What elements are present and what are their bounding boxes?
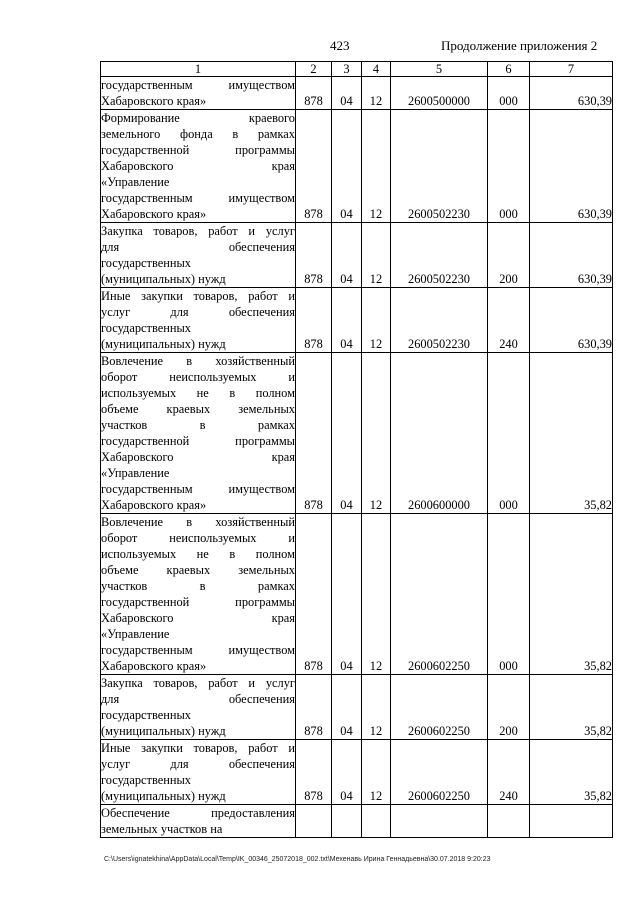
row-name-line: государственной программы xyxy=(101,434,295,448)
column-header-7: 7 xyxy=(530,62,613,77)
row-name-line: услуг для обеспечения xyxy=(101,757,295,771)
cell-admin-code: 878 xyxy=(296,675,332,740)
row-name-line: (муниципальных) нужд xyxy=(101,789,226,803)
cell-target-article: 2600502230 xyxy=(391,110,488,223)
row-name-line: Иные закупки товаров, работ и xyxy=(101,289,295,303)
cell-section: 04 xyxy=(332,514,362,675)
cell-amount: 35,82 xyxy=(530,675,613,740)
cell-target-article: 2600602250 xyxy=(391,740,488,805)
column-header-2: 2 xyxy=(296,62,332,77)
cell-amount: 630,39 xyxy=(530,77,613,110)
row-name-cell xyxy=(101,514,296,675)
row-name-line: Хабаровского края xyxy=(101,159,295,173)
cell-subsection: 12 xyxy=(362,514,391,675)
cell-section: 04 xyxy=(332,223,362,288)
cell-section: 04 xyxy=(332,288,362,353)
row-name-line: (муниципальных) нужд xyxy=(101,724,226,738)
cell-subsection: 12 xyxy=(362,675,391,740)
row-name-cell xyxy=(101,77,296,110)
cell-expense-type: 000 xyxy=(488,353,530,514)
row-name-line: Закупка товаров, работ и услуг xyxy=(101,224,295,238)
row-name-line: государственных xyxy=(101,708,192,722)
row-name-line: (муниципальных) нужд xyxy=(101,272,226,286)
row-name-line: государственным имуществом xyxy=(101,643,295,657)
row-name-line: государственным имуществом xyxy=(101,78,295,92)
row-name-line: государственным имуществом xyxy=(101,482,295,496)
cell-expense-type: 000 xyxy=(488,514,530,675)
row-name-line: оборот неиспользуемых и xyxy=(101,370,295,384)
cell-section: 04 xyxy=(332,740,362,805)
cell-subsection: 12 xyxy=(362,77,391,110)
row-name-line: «Управление xyxy=(101,175,170,189)
cell-section: 04 xyxy=(332,110,362,223)
row-name-line: земельных участков на xyxy=(101,822,223,836)
cell-expense-type: 240 xyxy=(488,740,530,805)
row-name-line: (муниципальных) нужд xyxy=(101,337,226,351)
row-name-cell xyxy=(101,288,296,353)
row-name-line: услуг для обеспечения xyxy=(101,305,295,319)
row-name-line: Хабаровского края» xyxy=(101,207,207,221)
table-row xyxy=(101,675,613,740)
row-name-line: земельного фонда в рамках xyxy=(101,127,295,141)
table-row xyxy=(101,514,613,675)
table-row xyxy=(101,77,613,110)
budget-table xyxy=(100,61,613,838)
row-name-cell xyxy=(101,223,296,288)
column-header-1: 1 xyxy=(101,62,296,77)
cell-target-article: 2600502230 xyxy=(391,288,488,353)
row-name-line: государственной программы xyxy=(101,595,295,609)
row-name-line: Хабаровского края xyxy=(101,611,295,625)
cell-subsection: 12 xyxy=(362,223,391,288)
table-row xyxy=(101,288,613,353)
cell-admin-code: 878 xyxy=(296,77,332,110)
row-name-cell xyxy=(101,353,296,514)
row-name-cell xyxy=(101,675,296,740)
row-name-line: Хабаровского края» xyxy=(101,498,207,512)
row-name-line: государственных xyxy=(101,321,192,335)
cell-admin-code xyxy=(296,805,332,838)
row-name-line: участков в рамках xyxy=(101,579,295,593)
cell-target-article: 2600602250 xyxy=(391,675,488,740)
row-name-cell xyxy=(101,740,296,805)
cell-subsection: 12 xyxy=(362,288,391,353)
cell-subsection: 12 xyxy=(362,110,391,223)
row-name-line: для обеспечения xyxy=(101,692,295,706)
table-row xyxy=(101,805,613,838)
row-name-line: государственных xyxy=(101,256,192,270)
cell-target-article: 2600502230 xyxy=(391,223,488,288)
row-name-line: участков в рамках xyxy=(101,418,295,432)
row-name-line: Хабаровского края xyxy=(101,450,295,464)
table-row xyxy=(101,740,613,805)
cell-admin-code: 878 xyxy=(296,223,332,288)
cell-expense-type xyxy=(488,805,530,838)
row-name-line: Формирование краевого xyxy=(101,111,295,125)
cell-section: 04 xyxy=(332,353,362,514)
cell-subsection: 12 xyxy=(362,740,391,805)
row-name-line: Обеспечение предоставления xyxy=(101,806,295,820)
row-name-line: государственной программы xyxy=(101,143,295,157)
cell-amount: 35,82 xyxy=(530,740,613,805)
cell-admin-code: 878 xyxy=(296,110,332,223)
row-name-line: Вовлечение в хозяйственный xyxy=(101,354,295,368)
cell-amount xyxy=(530,805,613,838)
cell-section: 04 xyxy=(332,675,362,740)
table-row xyxy=(101,223,613,288)
cell-section xyxy=(332,805,362,838)
table-header xyxy=(101,62,613,77)
header-row xyxy=(101,62,613,77)
cell-target-article: 2600600000 xyxy=(391,353,488,514)
row-name-line: Вовлечение в хозяйственный xyxy=(101,515,295,529)
column-header-5: 5 xyxy=(391,62,488,77)
table-row xyxy=(101,353,613,514)
cell-expense-type: 000 xyxy=(488,110,530,223)
cell-admin-code: 878 xyxy=(296,288,332,353)
row-name-line: оборот неиспользуемых и xyxy=(101,531,295,545)
column-header-6: 6 xyxy=(488,62,530,77)
cell-amount: 630,39 xyxy=(530,288,613,353)
cell-target-article xyxy=(391,805,488,838)
cell-amount: 35,82 xyxy=(530,353,613,514)
cell-subsection xyxy=(362,805,391,838)
cell-target-article: 2600602250 xyxy=(391,514,488,675)
row-name-line: объеме краевых земельных xyxy=(101,402,295,416)
row-name-cell xyxy=(101,110,296,223)
row-name-line: объеме краевых земельных xyxy=(101,563,295,577)
cell-expense-type: 000 xyxy=(488,77,530,110)
continuation-title: Продолжение приложения 2 xyxy=(441,38,598,53)
cell-amount: 630,39 xyxy=(530,223,613,288)
cell-target-article: 2600500000 xyxy=(391,77,488,110)
row-name-line: государственных xyxy=(101,773,192,787)
cell-section: 04 xyxy=(332,77,362,110)
page-number: 423 xyxy=(330,38,350,53)
row-name-line: Закупка товаров, работ и услуг xyxy=(101,676,295,690)
table-row xyxy=(101,110,613,223)
cell-admin-code: 878 xyxy=(296,353,332,514)
column-header-4: 4 xyxy=(362,62,391,77)
row-name-line: используемых не в полном xyxy=(101,547,295,561)
cell-expense-type: 200 xyxy=(488,223,530,288)
cell-admin-code: 878 xyxy=(296,514,332,675)
cell-expense-type: 240 xyxy=(488,288,530,353)
column-header-3: 3 xyxy=(332,62,362,77)
table-body xyxy=(101,77,613,838)
cell-admin-code: 878 xyxy=(296,740,332,805)
cell-subsection: 12 xyxy=(362,353,391,514)
row-name-line: «Управление xyxy=(101,627,170,641)
cell-amount: 630,39 xyxy=(530,110,613,223)
row-name-cell xyxy=(101,805,296,838)
row-name-line: для обеспечения xyxy=(101,240,295,254)
row-name-line: «Управление xyxy=(101,466,170,480)
cell-expense-type: 200 xyxy=(488,675,530,740)
row-name-line: государственным имуществом xyxy=(101,191,295,205)
row-name-line: Иные закупки товаров, работ и xyxy=(101,741,295,755)
row-name-line: используемых не в полном xyxy=(101,386,295,400)
row-name-line: Хабаровского края» xyxy=(101,659,207,673)
row-name-line: Хабаровского края» xyxy=(101,94,207,108)
footer-file-path: C:\Users\ignatekhina\AppData\Local\Temp\IK_00346_25072018_002.txt\Мехенавь Ирина Геннадьевна\30.07.2018 9:20:23 xyxy=(104,856,491,863)
cell-amount: 35,82 xyxy=(530,514,613,675)
